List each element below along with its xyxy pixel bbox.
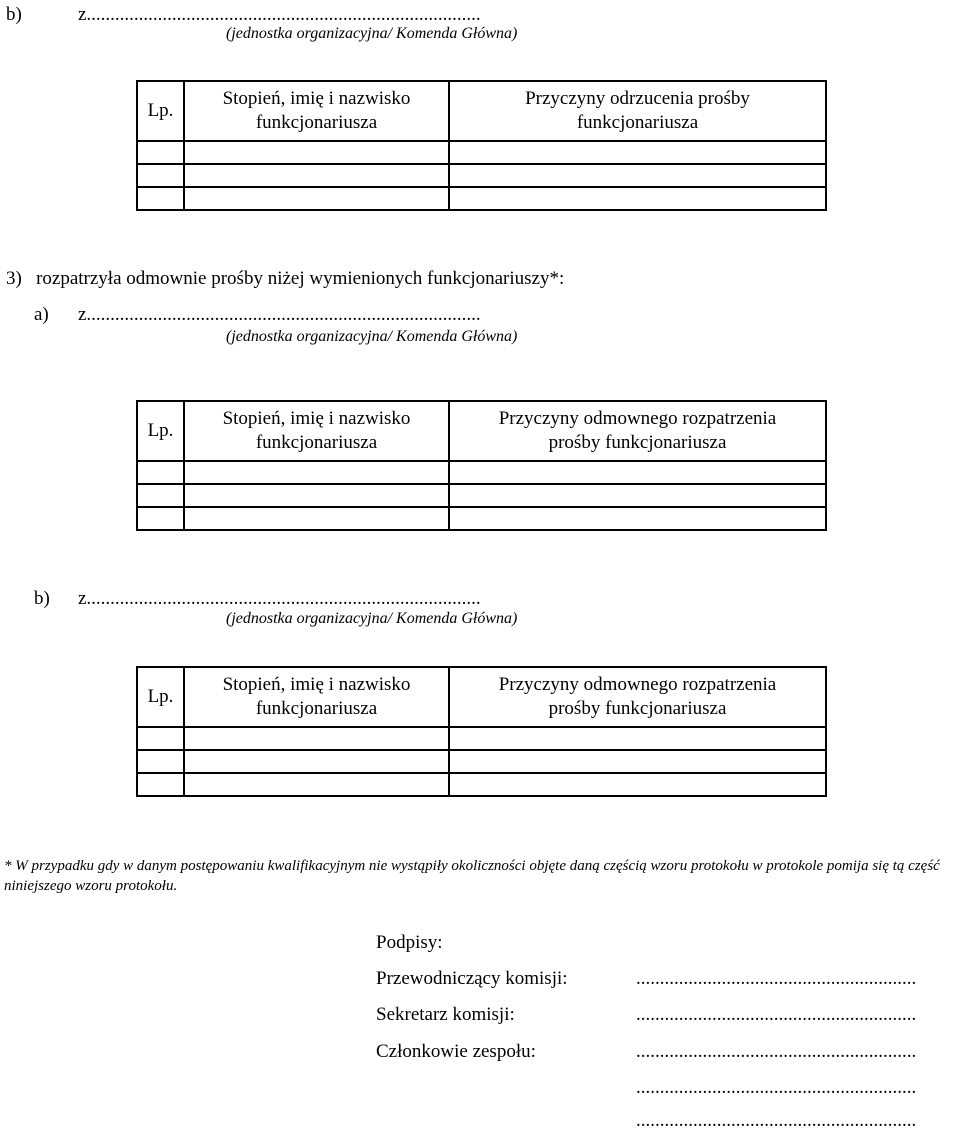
refusal-table-b <box>136 666 827 797</box>
footnote: * W przypadku gdy w danym postępowaniu kwalifikacyjnym nie wystąpiły okoliczności objęte daną częścią wzoru protokołu w protokole pomija się tą część niniejszego wzoru protokołu. <box>4 858 940 894</box>
table-cell[interactable] <box>449 164 826 187</box>
signatures-title: Podpisy: <box>376 932 443 953</box>
table-cell[interactable] <box>184 727 449 750</box>
rejection-table <box>136 80 827 211</box>
unit-caption: (jednostka organizacyjna/ Komenda Główna) <box>226 25 518 42</box>
table-cell[interactable] <box>449 141 826 164</box>
member-signature-line[interactable]: ........................................................... <box>636 1110 917 1131</box>
table-cell[interactable] <box>449 750 826 773</box>
header-officer: Stopień, imię i nazwisko funkcjonariusza <box>184 401 449 461</box>
table-cell[interactable] <box>449 484 826 507</box>
table-cell[interactable] <box>137 484 184 507</box>
table-row <box>137 773 826 796</box>
table-cell[interactable] <box>184 484 449 507</box>
table-cell[interactable] <box>184 461 449 484</box>
unit-caption: (jednostka organizacyjna/ Komenda Główna) <box>226 328 518 345</box>
header-officer: Stopień, imię i nazwisko funkcjonariusza <box>184 81 449 141</box>
table-cell[interactable] <box>184 187 449 210</box>
chair-label: Przewodniczący komisji: <box>376 968 568 989</box>
table-row <box>137 727 826 750</box>
table-cell[interactable] <box>184 141 449 164</box>
header-lp: Lp. <box>137 667 184 727</box>
member-signature-line[interactable]: ........................................................... <box>636 1041 917 1062</box>
item-letter: b) <box>6 4 22 25</box>
unit-caption: (jednostka organizacyjna/ Komenda Główna) <box>226 610 518 627</box>
table-cell[interactable] <box>137 187 184 210</box>
table-cell[interactable] <box>184 750 449 773</box>
table-row <box>137 164 826 187</box>
table-cell[interactable] <box>449 773 826 796</box>
table-row <box>137 141 826 164</box>
unit-dotted-line: z................................................................................... <box>78 588 481 609</box>
table-row <box>137 187 826 210</box>
table-cell[interactable] <box>137 461 184 484</box>
table-cell[interactable] <box>184 164 449 187</box>
table-header-row <box>137 667 826 727</box>
table-header-row <box>137 401 826 461</box>
table-row <box>137 484 826 507</box>
secretary-label: Sekretarz komisji: <box>376 1004 515 1025</box>
table-cell[interactable] <box>137 507 184 530</box>
member-signature-line[interactable]: ........................................................... <box>636 1077 917 1098</box>
secretary-signature-line[interactable]: ........................................................... <box>636 1004 917 1025</box>
header-reasons: Przyczyny odmownego rozpatrzenia prośby funkcjonariusza <box>449 667 826 727</box>
table-row <box>137 461 826 484</box>
header-lp: Lp. <box>137 81 184 141</box>
unit-dotted-line: z................................................................................... <box>78 304 481 325</box>
header-reasons: Przyczyny odmownego rozpatrzenia prośby funkcjonariusza <box>449 401 826 461</box>
table-cell[interactable] <box>449 507 826 530</box>
members-label: Członkowie zespołu: <box>376 1041 536 1062</box>
item-letter: b) <box>34 588 50 609</box>
table-cell[interactable] <box>137 141 184 164</box>
table-cell[interactable] <box>184 773 449 796</box>
header-lp: Lp. <box>137 401 184 461</box>
table-header-row <box>137 81 826 141</box>
table-cell[interactable] <box>137 164 184 187</box>
table-cell[interactable] <box>184 507 449 530</box>
table-cell[interactable] <box>137 750 184 773</box>
section-heading: 3) rozpatrzyła odmownie prośby niżej wymienionych funkcjonariuszy*: <box>6 268 565 289</box>
table-cell[interactable] <box>449 727 826 750</box>
table-row <box>137 507 826 530</box>
header-officer: Stopień, imię i nazwisko funkcjonariusza <box>184 667 449 727</box>
table-cell[interactable] <box>137 727 184 750</box>
chair-signature-line[interactable]: ........................................................... <box>636 968 917 989</box>
item-letter: a) <box>34 304 49 325</box>
table-cell[interactable] <box>137 773 184 796</box>
table-row <box>137 750 826 773</box>
header-reasons: Przyczyny odrzucenia prośby funkcjonariusza <box>449 81 826 141</box>
unit-dotted-line: z................................................................................... <box>78 4 481 25</box>
table-cell[interactable] <box>449 187 826 210</box>
refusal-table-a <box>136 400 827 531</box>
table-cell[interactable] <box>449 461 826 484</box>
